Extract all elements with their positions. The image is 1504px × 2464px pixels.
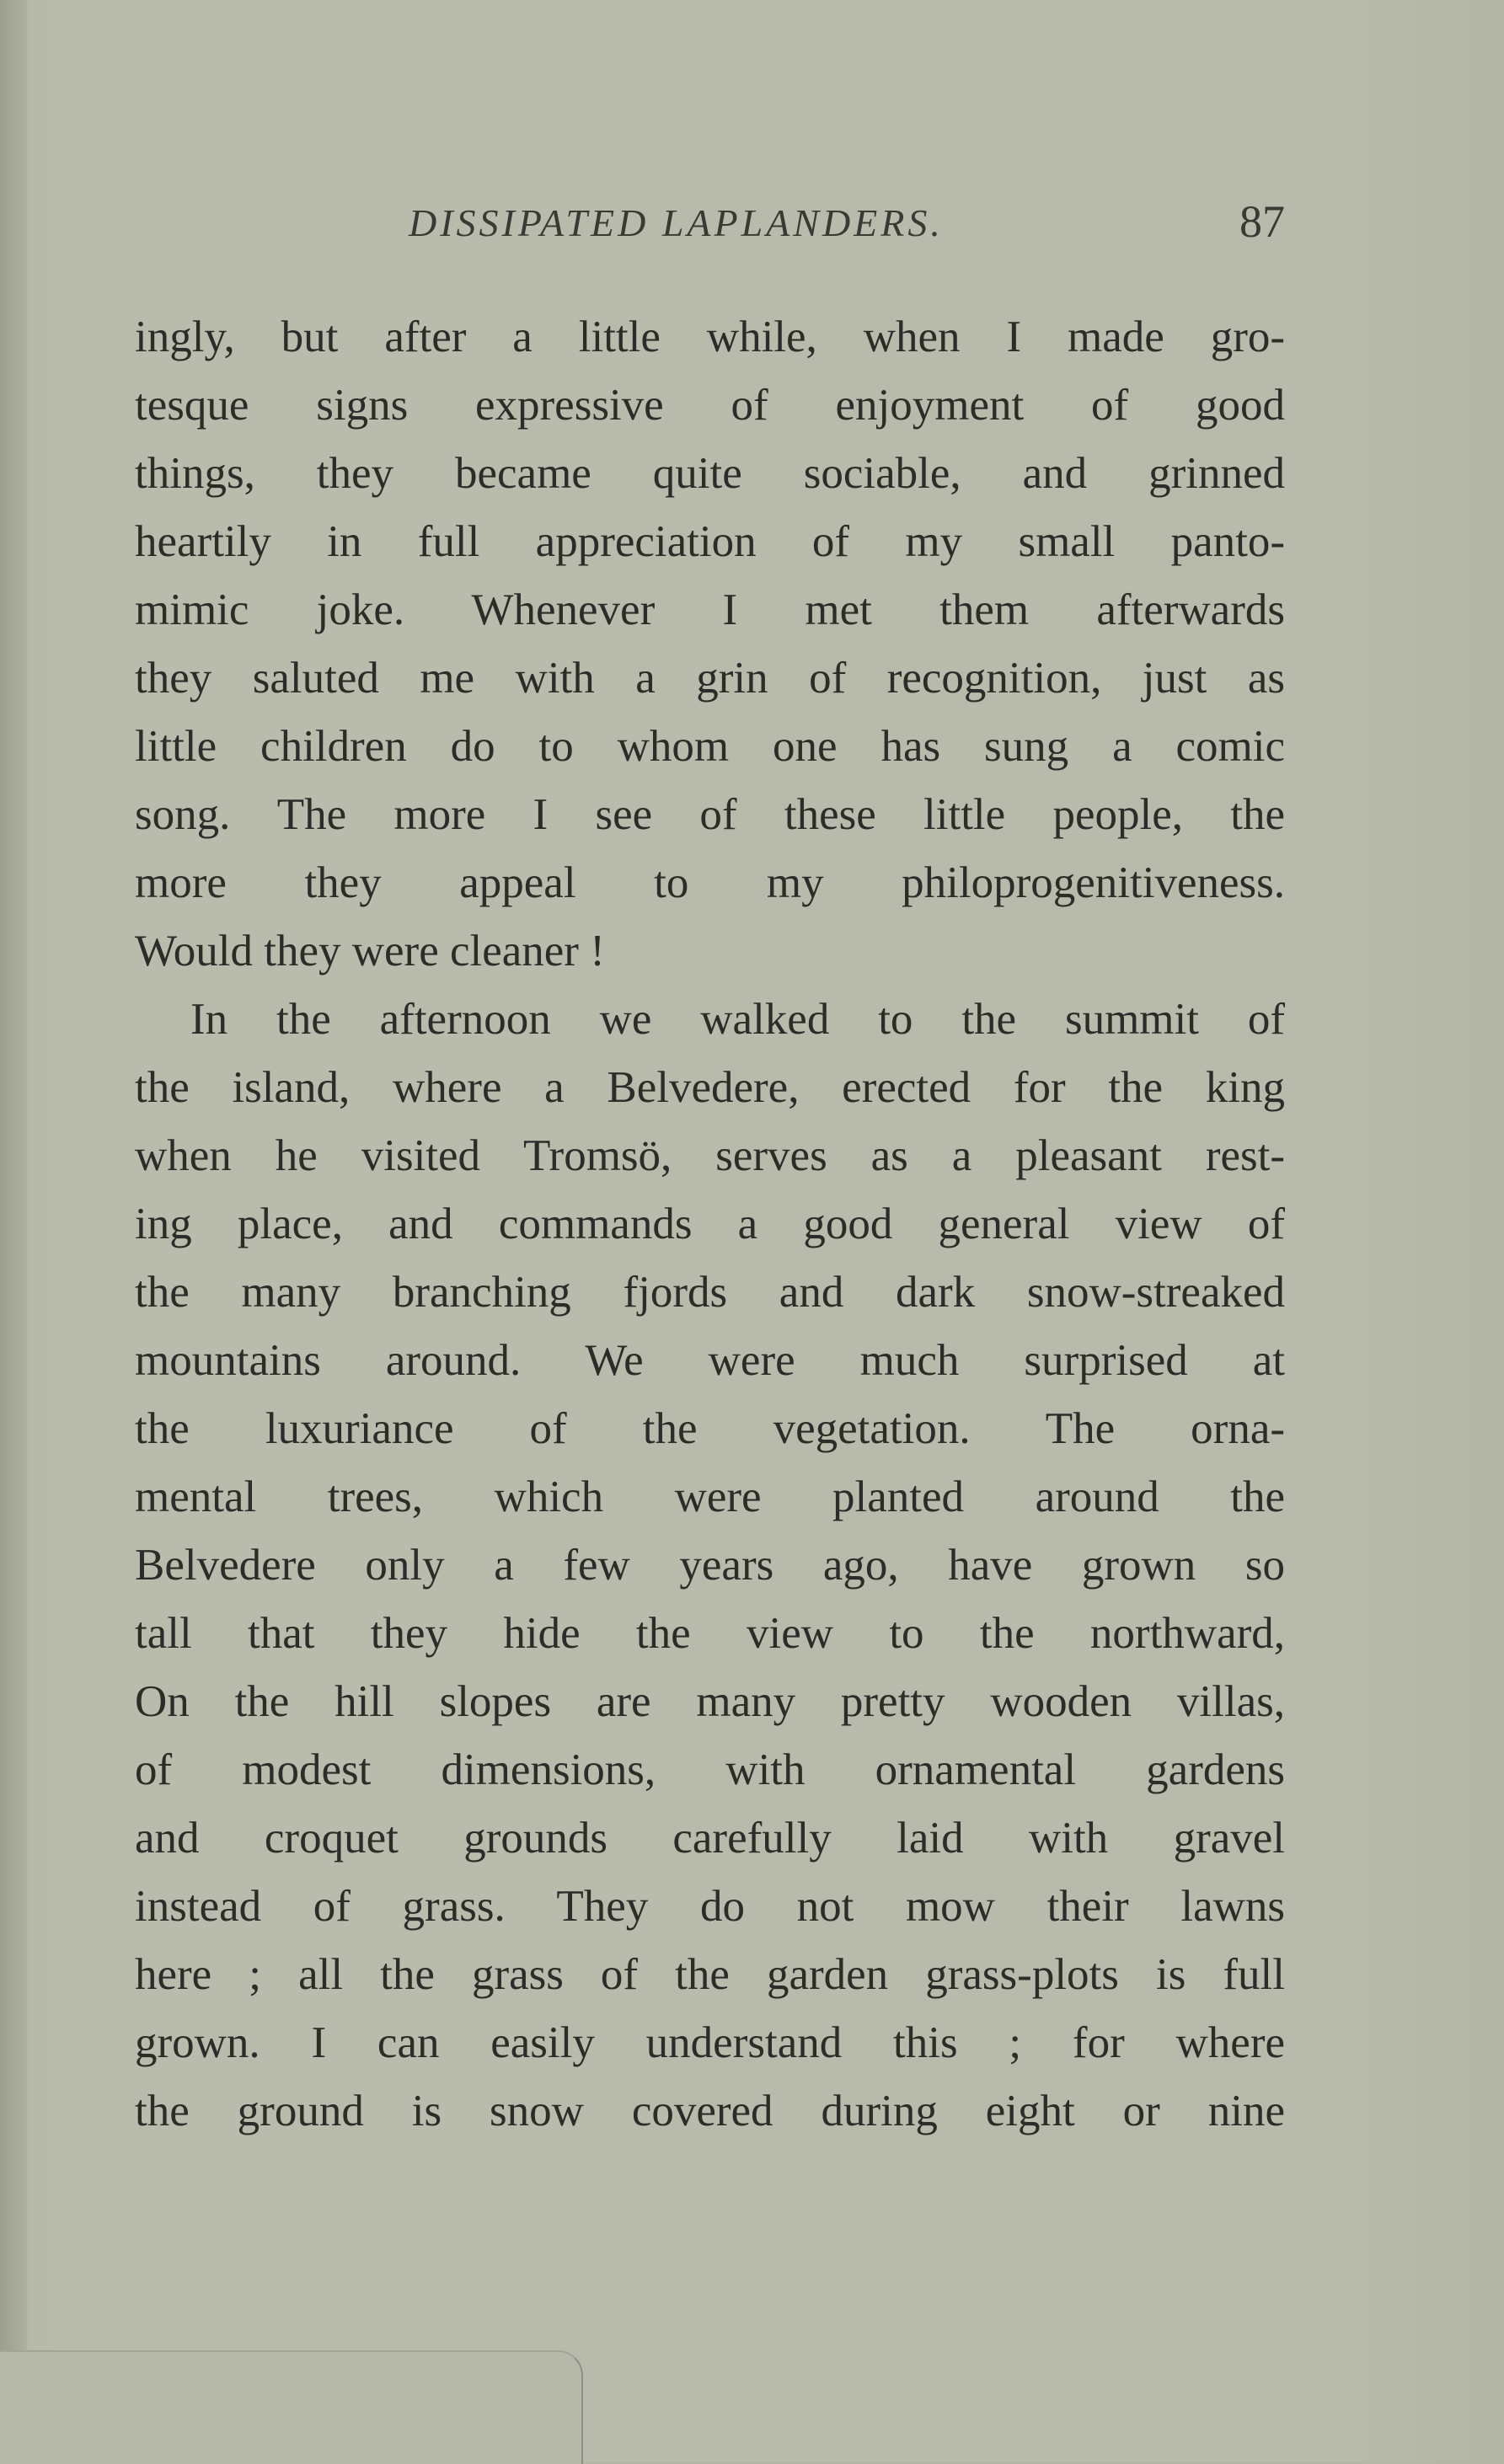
text-line: On the hill slopes are many pretty wooden villas,	[135, 1677, 1285, 1726]
text-line: ingly, but after a little while, when I made gro-	[135, 313, 1285, 361]
text-line: the ground is snow covered during eight or nine	[135, 2087, 1285, 2135]
text-line: tesque signs expressive of enjoyment of good	[135, 381, 1285, 430]
page-header	[135, 196, 1285, 259]
text-line: ing place, and commands a good general view of	[135, 1200, 1285, 1248]
paragraph-first-line: In the afternoon we walked to the summit of	[190, 995, 1285, 1044]
paragraph-last-line: Would they were cleaner !	[135, 927, 605, 975]
text-line: Belvedere only a few years ago, have grown so	[135, 1541, 1285, 1590]
text-line: mental trees, which were planted around the	[135, 1473, 1285, 1521]
text-line: tall that they hide the view to the northward,	[135, 1609, 1285, 1658]
text-line: grown. I can easily understand this ; for where	[135, 2018, 1285, 2067]
text-line: mimic joke. Whenever I met them afterwards	[135, 585, 1285, 634]
page-number: 87	[1239, 196, 1285, 247]
running-title: DISSIPATED LAPLANDERS.	[409, 201, 944, 244]
text-line: things, they became quite sociable, and grinned	[135, 449, 1285, 498]
body-text	[135, 303, 1285, 2146]
text-line: song. The more I see of these little people, the	[135, 790, 1285, 839]
text-line: instead of grass. They do not mow their lawns	[135, 1882, 1285, 1931]
text-line: here ; all the grass of the garden grass-plots is full	[135, 1950, 1285, 1999]
text-line: the luxuriance of the vegetation. The orna-	[135, 1404, 1285, 1453]
text-line: they saluted me with a grin of recognition, just as	[135, 654, 1285, 703]
text-line: more they appeal to my philoprogenitiveness.	[135, 858, 1285, 907]
text-line: the island, where a Belvedere, erected for the king	[135, 1063, 1285, 1112]
text-line: of modest dimensions, with ornamental gardens	[135, 1745, 1285, 1794]
text-line: when he visited Tromsö, serves as a pleasant rest-	[135, 1131, 1285, 1180]
page-gutter	[0, 0, 27, 2462]
text-line: and croquet grounds carefully laid with gravel	[135, 1814, 1285, 1863]
text-line: the many branching fjords and dark snow-streaked	[135, 1268, 1285, 1317]
text-line: little children do to whom one has sung a comic	[135, 722, 1285, 771]
text-line: heartily in full appreciation of my small panto-	[135, 517, 1285, 566]
text-line: mountains around. We were much surprised at	[135, 1336, 1285, 1385]
next-page-edge	[0, 2350, 583, 2464]
